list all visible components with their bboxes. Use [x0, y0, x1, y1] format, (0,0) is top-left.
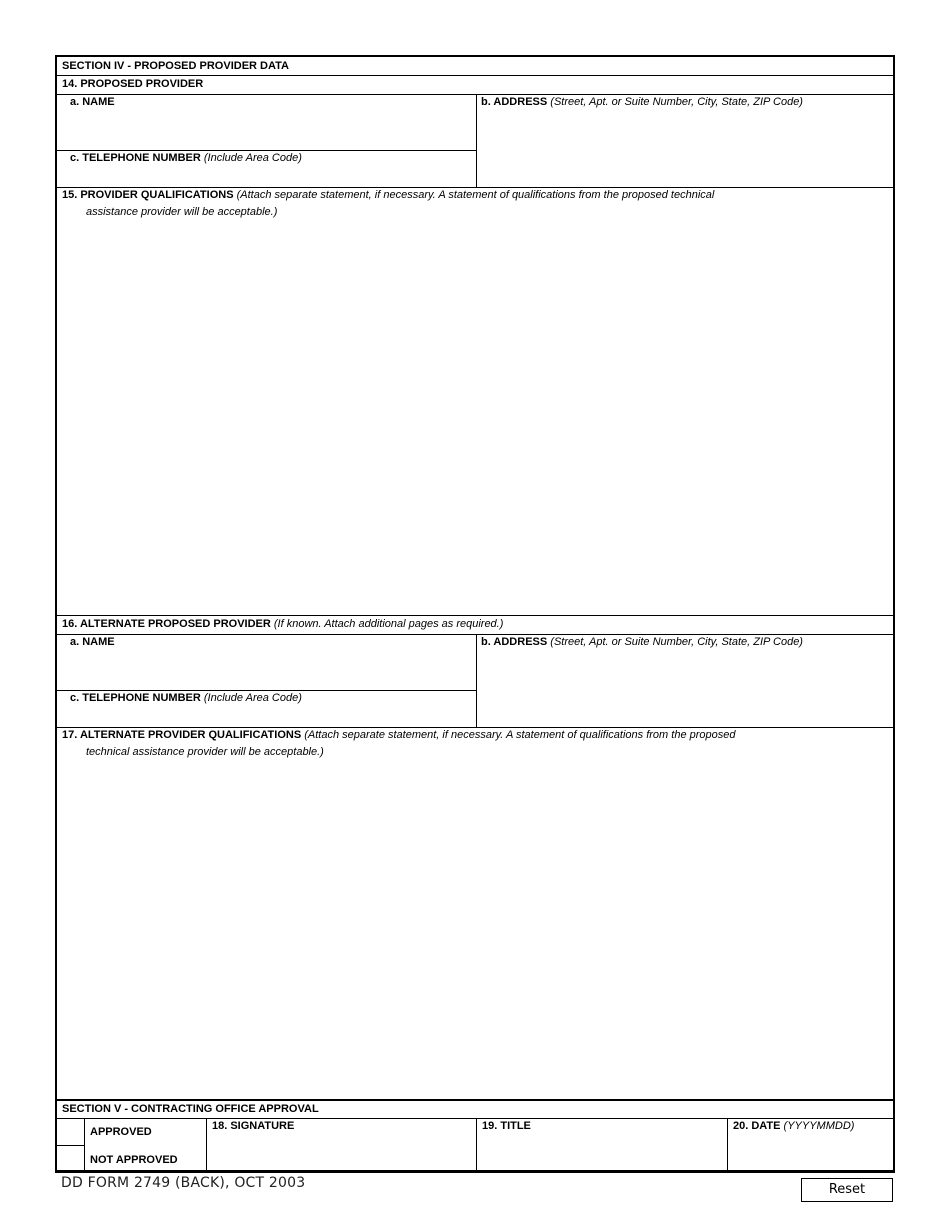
divider [476, 94, 477, 187]
not-approved-checkbox[interactable] [57, 1146, 84, 1172]
approved-label: APPROVED [90, 1126, 152, 1138]
item-15-heading: 15. PROVIDER QUALIFICATIONS (Attach separate statement, if necessary. A statement of qualifications from the proposed technical assistance provider will be acceptable.) [62, 189, 715, 218]
provider-qualifications-field[interactable] [61, 223, 889, 613]
reset-button[interactable]: Reset [801, 1178, 893, 1202]
item-17-heading: 17. ALTERNATE PROVIDER QUALIFICATIONS (Attach separate statement, if necessary. A statement of qualifications from the proposed technical assistance provider will be acceptable.) [62, 729, 736, 758]
item-14c-label: c. TELEPHONE NUMBER (Include Area Code) [70, 152, 302, 164]
divider [476, 1118, 477, 1172]
signature-label: 18. SIGNATURE [212, 1120, 295, 1132]
divider [57, 615, 893, 616]
title-label: 19. TITLE [482, 1120, 531, 1132]
alternate-provider-address-field[interactable] [480, 650, 890, 724]
item-14b-label: b. ADDRESS (Street, Apt. or Suite Number, City, State, ZIP Code) [481, 96, 803, 108]
item-16a-label: a. NAME [70, 636, 115, 648]
section-iv-title: SECTION IV - PROPOSED PROVIDER DATA [62, 60, 289, 72]
signature-area[interactable] [209, 1134, 473, 1170]
item-16-title: 16. ALTERNATE PROPOSED PROVIDER (If known. Attach additional pages as required.) [62, 618, 504, 630]
provider-name-field[interactable] [61, 110, 473, 148]
alternate-provider-qualifications-field[interactable] [61, 763, 889, 1097]
date-field[interactable] [731, 1134, 889, 1170]
section-v-title: SECTION V - CONTRACTING OFFICE APPROVAL [62, 1103, 319, 1115]
date-label: 20. DATE (YYYYMMDD) [733, 1120, 855, 1132]
divider [206, 1118, 207, 1172]
item-16b-label: b. ADDRESS (Street, Apt. or Suite Number, City, State, ZIP Code) [481, 636, 803, 648]
item-14a-label: a. NAME [70, 96, 115, 108]
item-14-title: 14. PROPOSED PROVIDER [62, 78, 204, 90]
approved-checkbox[interactable] [57, 1119, 84, 1145]
form-page [55, 55, 895, 1173]
divider [476, 634, 477, 727]
form-identifier: DD FORM 2749 (BACK), OCT 2003 [61, 1175, 306, 1191]
not-approved-label: NOT APPROVED [90, 1154, 178, 1166]
item-16c-label: c. TELEPHONE NUMBER (Include Area Code) [70, 692, 302, 704]
alternate-provider-phone-field[interactable] [61, 706, 473, 726]
divider [727, 1118, 728, 1172]
alternate-provider-name-field[interactable] [61, 650, 473, 688]
provider-address-field[interactable] [480, 110, 890, 184]
provider-phone-field[interactable] [61, 166, 473, 186]
divider [57, 1099, 893, 1101]
divider [57, 75, 893, 76]
title-field[interactable] [480, 1134, 724, 1170]
